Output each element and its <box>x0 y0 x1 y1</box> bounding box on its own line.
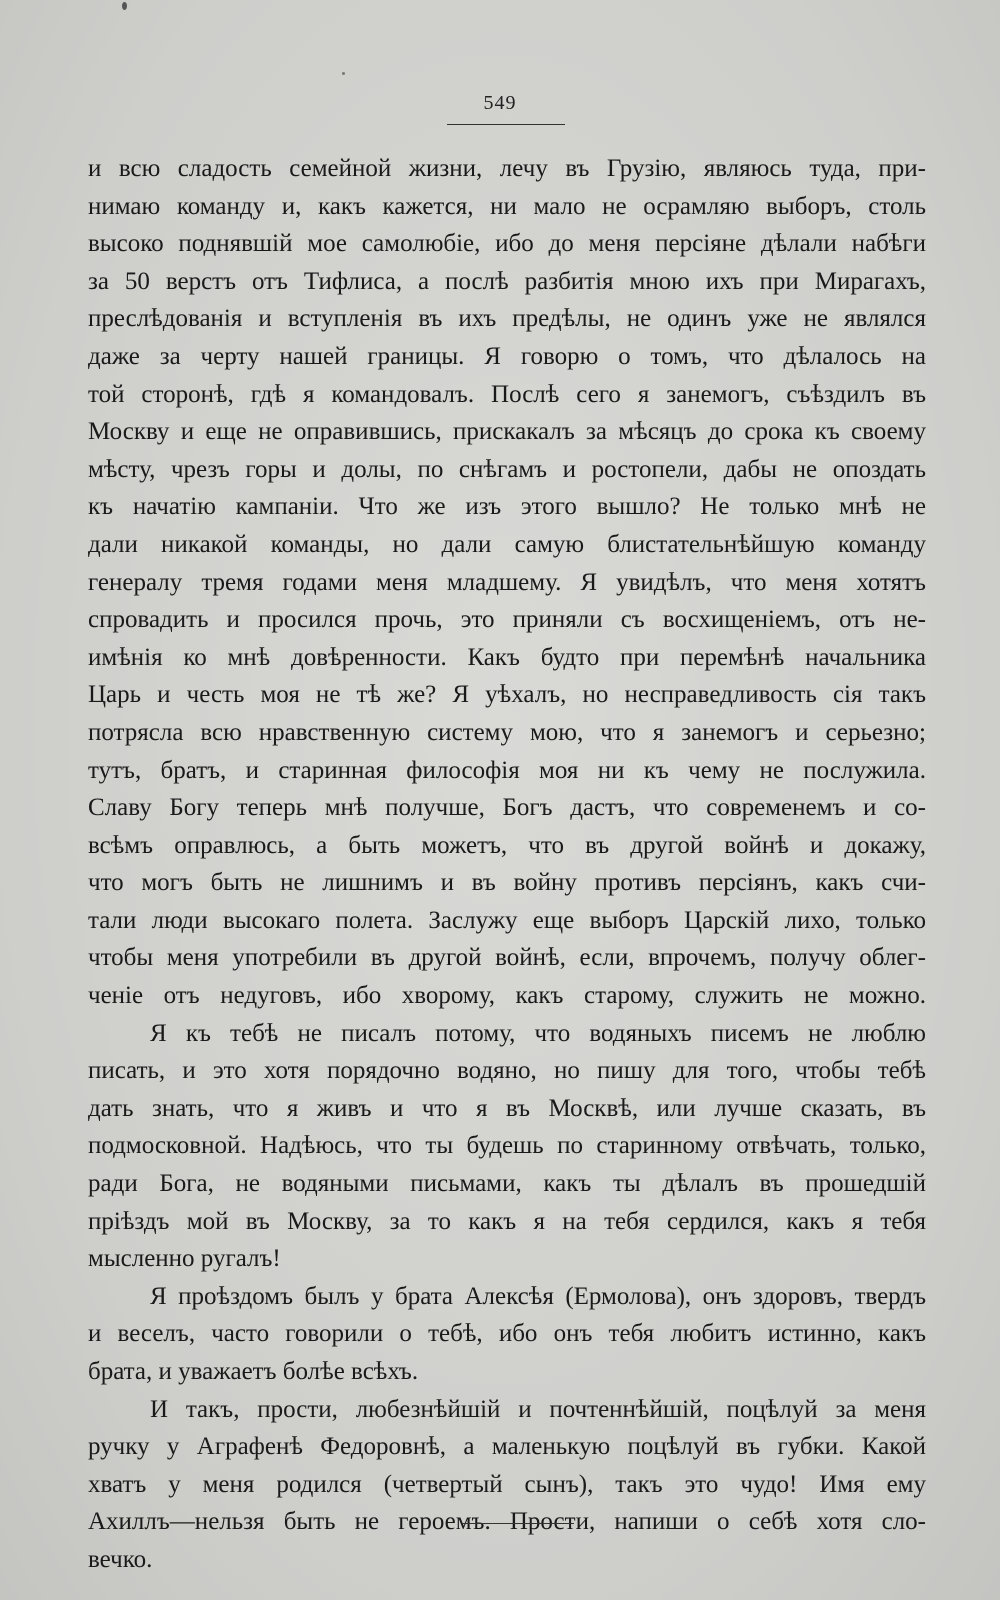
text-line: нимаю команду и, какъ кажется, ни мало не осрамляю выборъ, столь <box>88 192 926 220</box>
text-line: дали никакой команды, но дали самую блистательнѣйшую команду <box>88 530 926 558</box>
text-line: даже за черту нашей границы. Я говорю о томъ, что дѣлалось на <box>88 342 926 370</box>
text-line: мысленно ругалъ! <box>88 1245 281 1273</box>
ink-speck <box>122 2 127 10</box>
text-line: вечко. <box>88 1545 153 1573</box>
text-line: и всю сладость семейной жизни, лечу въ Грузію, являюсь туда, при- <box>88 155 926 182</box>
text-line: ченіе отъ недуговъ, ибо хворому, какъ старому, служить не можно. <box>88 982 926 1010</box>
text-line: спровадить и просился прочь, это приняли съ восхищеніемъ, отъ не- <box>88 606 926 634</box>
page-number: 549 <box>483 92 517 114</box>
text-line: Я проѣздомъ былъ у брата Алексѣя (Ермолова), онъ здоровъ, твердъ <box>150 1282 926 1310</box>
header-rule <box>447 124 565 125</box>
text-line: что могъ быть не лишнимъ и въ войну противъ персіянъ, какъ счи- <box>88 869 926 897</box>
text-line: И такъ, прости, любезнѣйшій и почтеннѣйшій, поцѣлуй за меня <box>150 1395 926 1423</box>
ink-speck <box>342 72 345 75</box>
footer-rule <box>462 1523 574 1524</box>
text-line: ради Бога, не водяными письмами, какъ ты дѣлалъ въ прошедшій <box>88 1170 926 1198</box>
text-line: за 50 верстъ отъ Тифлиса, а послѣ разбитія мною ихъ при Мирагахъ, <box>88 267 926 295</box>
text-line: Москву и еще не оправившись, прискакалъ за мѣсяцъ до срока къ своему <box>88 418 926 446</box>
text-line: Славу Богу теперь мнѣ получше, Богъ дастъ, что современемъ и со- <box>88 794 926 822</box>
text-line: потрясла всю нравственную систему мою, что я занемогъ и серьезно; <box>88 718 926 746</box>
text-line: преслѣдованія и вступленія въ ихъ предѣлы, не одинъ уже не являлся <box>88 305 926 333</box>
text-line: тутъ, братъ, и старинная философія моя ни къ чему не послужила. <box>88 756 926 784</box>
text-line: тали люди высокаго полета. Заслужу еще выборъ Царскій лихо, только <box>88 906 926 934</box>
text-line: писать, и это хотя порядочно водяно, но пишу для того, чтобы тебѣ <box>88 1057 926 1085</box>
text-line: всѣмъ оправлюсь, а быть можетъ, что въ другой войнѣ и докажу, <box>88 831 926 859</box>
text-line: мѣсту, чрезъ горы и долы, по снѣгамъ и ростопели, дабы не опоздать <box>88 455 926 483</box>
text-line: къ начатію кампаніи. Что же изъ этого вышло? Не только мнѣ не <box>88 493 926 521</box>
text-line: Я къ тебѣ не писалъ потому, что водяныхъ писемъ не люблю <box>150 1019 926 1047</box>
text-line: Ахиллъ—нельзя быть не героемъ. Прости, напиши о себѣ хотя сло- <box>88 1508 926 1536</box>
text-line: той сторонѣ, гдѣ я командовалъ. Послѣ сего я занемогъ, съѣздилъ въ <box>88 380 926 408</box>
text-line: и веселъ, часто говорили о тебѣ, ибо онъ тебя любитъ истинно, какъ <box>88 1320 926 1348</box>
text-line: хватъ у меня родился (четвертый сынъ), такъ это чудо! Имя ему <box>88 1470 926 1498</box>
text-line: брата, и уважаетъ болѣе всѣхъ. <box>88 1358 419 1385</box>
text-line: ручку у Аграфенѣ Федоровнѣ, а маленькую поцѣлуй въ губки. Какой <box>88 1433 926 1461</box>
text-line: подмосковной. Надѣюсь, что ты будешь по старинному отвѣчать, только, <box>88 1132 926 1160</box>
text-line: пріѣздъ мой въ Москву, за то какъ я на тебя сердился, какъ я тебя <box>88 1207 926 1235</box>
body-text <box>88 150 926 1579</box>
text-line: генералу тремя годами меня младшему. Я увидѣлъ, что меня хотятъ <box>88 568 926 596</box>
text-line: Царь и честь моя не тѣ же? Я уѣхалъ, но несправедливость сія такъ <box>88 681 926 709</box>
text-line: высоко поднявшій мое самолюбіе, ибо до меня персіяне дѣлали набѣги <box>88 230 926 258</box>
text-line: дать знать, что я живъ и что я въ Москвѣ, или лучше сказать, въ <box>88 1094 926 1122</box>
text-line: чтобы меня употребили въ другой войнѣ, если, впрочемъ, получу облег- <box>88 944 926 972</box>
text-line: имѣнія ко мнѣ довѣренности. Какъ будто при перемѣнѣ начальника <box>88 643 926 671</box>
